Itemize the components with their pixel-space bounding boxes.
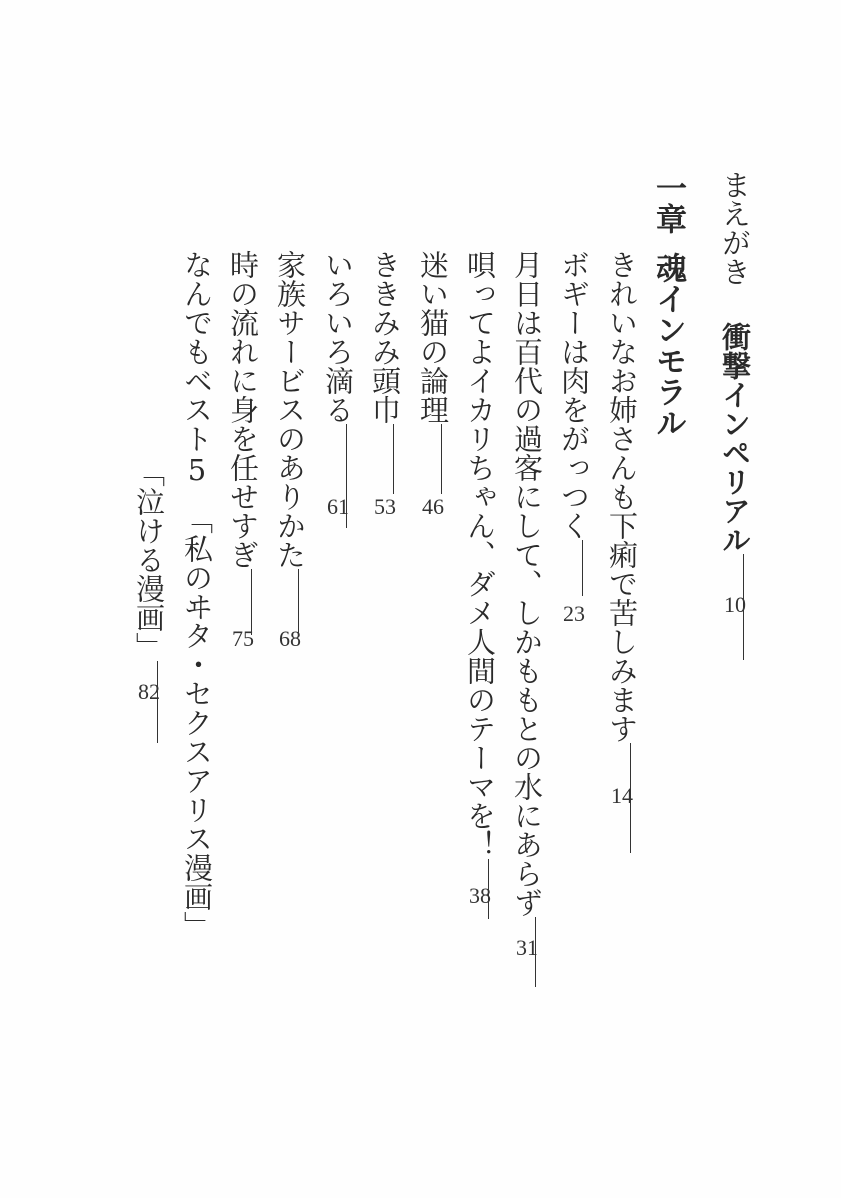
entry-page-number: 68 xyxy=(279,626,301,651)
entry-title: ききみみ頭巾 xyxy=(368,250,402,424)
entry-page-number: 82 xyxy=(138,679,160,704)
entry-title: ボギーは肉をがっつく xyxy=(557,250,591,540)
chapter-heading xyxy=(651,172,685,438)
toc-entry xyxy=(180,250,214,940)
toc-entry xyxy=(416,250,450,494)
preface-label: まえがき xyxy=(718,170,752,286)
entry-page-number: 53 xyxy=(374,494,396,519)
entry-subtitle: 「私のヰタ・セクスアリス漫画」 xyxy=(180,505,214,940)
toc-entry xyxy=(510,250,544,987)
toc-entry xyxy=(605,250,639,853)
preface-title: 衝撃インペリアル xyxy=(718,322,752,554)
leader-line xyxy=(582,540,583,596)
entry-page-number: 75 xyxy=(232,626,254,651)
entry-title: 家族サービスのありかた xyxy=(273,250,307,569)
leader-line xyxy=(393,424,394,494)
entry-page-number: 61 xyxy=(327,494,349,519)
entry-title: なんでもベスト5 xyxy=(180,250,214,487)
chapter-number: 一章 xyxy=(650,172,686,234)
entry-page-number: 31 xyxy=(516,935,538,960)
toc-entry xyxy=(368,250,402,494)
entry-page-number: 46 xyxy=(422,494,444,519)
toc-entry xyxy=(321,250,355,528)
toc-entry xyxy=(463,250,497,919)
entry-page-number: 14 xyxy=(611,783,633,808)
entry-page-number: 23 xyxy=(563,601,585,626)
toc-entry xyxy=(226,250,260,635)
entry-title: 唄ってよイカリちゃん、ダメ人間のテーマを！ xyxy=(463,250,497,859)
entry-title: 「泣ける漫画」 xyxy=(132,458,166,661)
preface-page-number: 10 xyxy=(724,592,746,617)
entry-title: 迷い猫の論理 xyxy=(416,250,450,424)
entry-page-number: 38 xyxy=(469,883,491,908)
entry-title: いろいろ滴る xyxy=(321,250,355,424)
preface-entry xyxy=(718,170,752,660)
entry-title: 時の流れに身を任せすぎ xyxy=(226,250,260,569)
entry-title: きれいなお姉さんも下痢で苦しみます xyxy=(605,250,639,743)
chapter-title: 魂インモラル xyxy=(650,252,686,438)
leader-line xyxy=(441,424,442,494)
toc-entry xyxy=(273,250,307,635)
entry-title: 月日は百代の過客にして、しかももとの水にあらず xyxy=(510,250,544,917)
toc-entry xyxy=(557,250,591,596)
